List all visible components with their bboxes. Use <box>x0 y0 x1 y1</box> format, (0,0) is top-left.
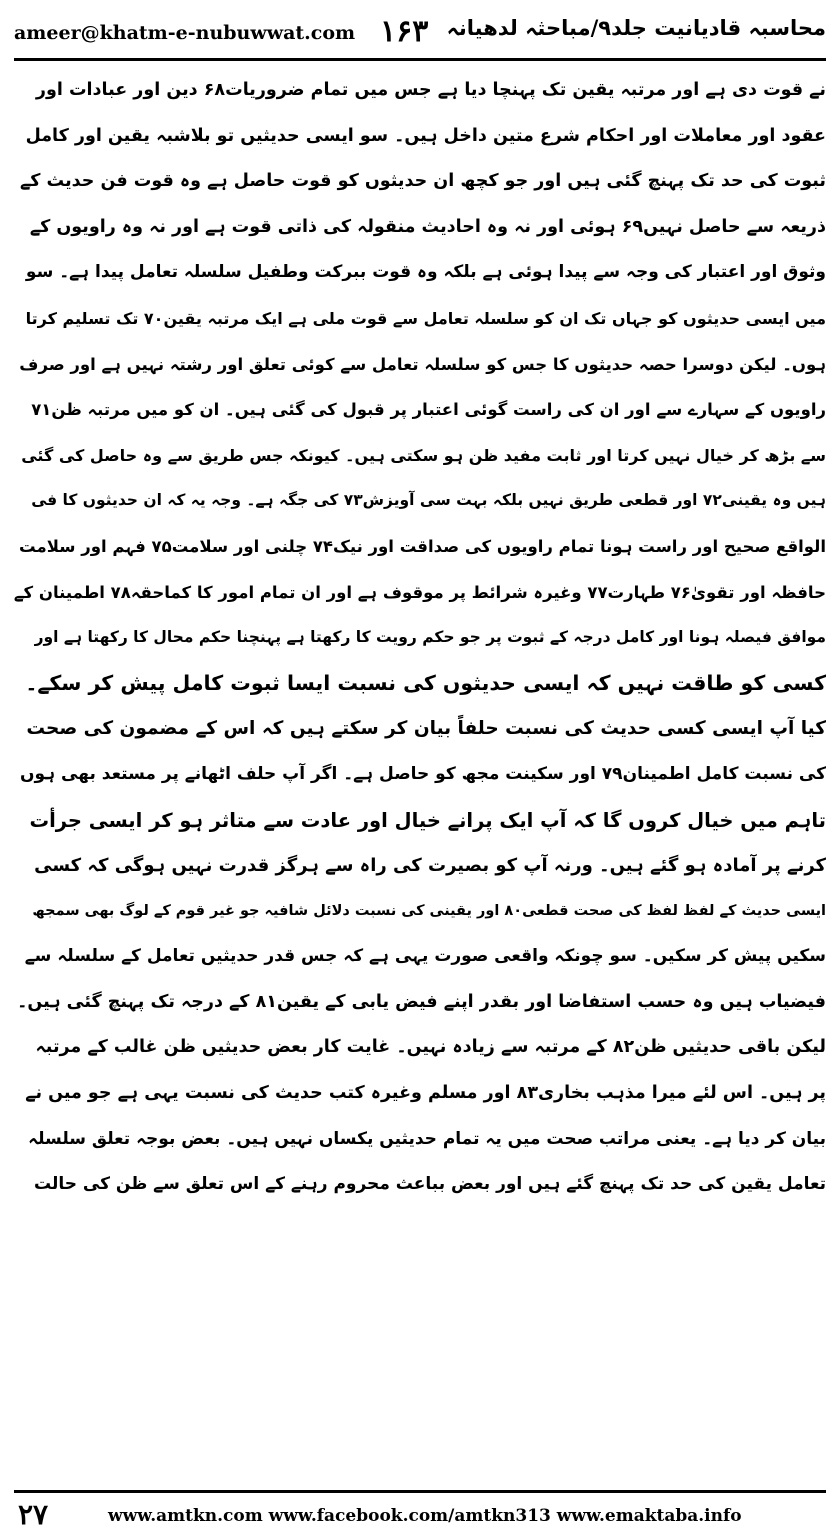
text-line: کسی کو طاقت نہیں کہ ایسی حدیثوں کی نسبت ایسا ثبوت کامل پیش کر سکے۔ <box>25 670 826 695</box>
text-line: حافظہ اور تقویٰ۷۶ طہارت۷۷ وغیرہ شرائط پر موقوف ہے اور ان تمام امور کا کماحقہ۷۸ اطمینان کے <box>14 582 826 602</box>
text-line: وثوق اور اعتبار کی وجہ سے پیدا ہوئی ہے بلکہ وہ قوت ببرکت وطفیل سلسلہ تعامل پیدا ہے۔ سو <box>25 262 826 283</box>
text-line: سکیں پیش کر سکیں۔ سو چونکہ واقعی صورت یہی ہے کہ جس قدر حدیثیں تعامل کے سلسلہ سے <box>24 946 826 967</box>
text-line: سے بڑھ کر خیال نہیں کرتا اور ثابت مفید ظن ہو سکتی ہیں۔ کیونکہ جس طریق سے وہ حاصل کی گئی <box>21 445 826 465</box>
text-line: فیضیاب ہیں وہ حسب استفاضا اور بقدر اپنے فیض یابی کے یقین۸۱ کے درجہ تک پہنچ گئی ہیں۔ <box>17 991 826 1012</box>
page-header <box>0 0 840 62</box>
footer-links: www.amtkn.com www.facebook.com/amtkn313 www.emaktaba.info <box>108 1506 742 1526</box>
header-book-title: محاسبہ قادیانیت جلد۹/مباحثہ لدھیانہ <box>446 16 826 40</box>
text-line: نے قوت دی ہے اور مرتبہ یقین تک پہنچا دیا ہے جس میں تمام ضروریات۶۸ دین اور عبادات اور <box>35 80 826 100</box>
text-line: الواقع صحیح اور راست ہونا تمام راویوں کی صداقت اور نیک۷۴ چلنی اور سلامت۷۵ فہم اور سلامت <box>19 536 826 556</box>
footer-page-number: ۲۷ <box>18 1498 49 1531</box>
header-page-number: ۱۶۳ <box>380 14 429 49</box>
text-line: پر ہیں۔ اس لئے میرا مذہب بخاری۸۳ اور مسلم وغیرہ کتب حدیث کی نسبت یہی ہے جو میں نے <box>25 1083 826 1104</box>
text-line: عقود اور معاملات اور احکام شرع متین داخل ہیں۔ سو ایسی حدیثیں تو بلاشبہ یقین اور کامل <box>25 125 826 146</box>
text-line: کرنے پر آمادہ ہو گئے ہیں۔ ورنہ آپ کو بصیرت کی راہ سے ہرگز قدرت نہیں ہوگی کہ کسی <box>34 855 826 877</box>
footer-divider <box>14 1490 826 1493</box>
text-line: ذریعہ سے حاصل نہیں۶۹ ہوئی اور نہ وہ احادیث منقولہ کی ذاتی قوت ہے اور نہ وہ راویوں کے <box>29 216 826 237</box>
body-text <box>14 68 826 1208</box>
text-line: ایسی حدیث کے لفظ لفظ کی صحت قطعی۸۰ اور یقینی کی نسبت دلائل شافیہ جو غیر قوم کے لوگ بھی سمجھ <box>32 902 826 919</box>
text-line: لیکن باقی حدیثیں ظن۸۲ کے مرتبہ سے زیادہ نہیں۔ غایت کار بعض حدیثیں ظن غالب کے مرتبہ <box>35 1037 826 1058</box>
text-line: کی نسبت کامل اطمینان۷۹ اور سکینت مجھ کو حاصل ہے۔ اگر آپ حلف اٹھانے پر مستعد بھی ہوں <box>20 763 826 784</box>
header-email: ameer@khatm-e-nubuwwat.com <box>14 22 356 44</box>
text-line: تعامل یقین کی حد تک پہنچ گئے ہیں اور بعض بباعث محروم رہنے کے اس تعلق سے ظن کی حالت <box>34 1174 826 1195</box>
text-line: کیا آپ ایسی کسی حدیث کی نسبت حلفاً بیان کر سکتے ہیں کہ اس کے مضمون کی صحت <box>26 718 826 740</box>
text-line: میں ایسی حدیثوں کو جہاں تک ان کو سلسلہ تعامل سے قوت ملی ہے ایک مرتبہ یقین۷۰ تک تسلیم کرتا <box>25 308 826 328</box>
text-line: ہیں وہ یقینی۷۲ اور قطعی طریق نہیں بلکہ بہت سی آویزش۷۳ کی جگہ ہے۔ وجہ یہ کہ ان حدیثوں کا فی <box>31 491 826 510</box>
text-line: تاہم میں خیال کروں گا کہ آپ ایک پرانے خیال اور عادت سے متاثر ہو کر ایسی جرأت <box>29 808 826 832</box>
text-line: موافق فیصلہ ہونا اور کامل درجہ کے ثبوت پر جو حکم رویت کا رکھتا ہے پہنچنا حکم محال کا رکھتا ہے اور <box>34 628 826 647</box>
header-divider <box>14 58 826 61</box>
text-line: ثبوت کی حد تک پہنچ گئی ہیں اور جو کچھ ان حدیثوں کو قوت حاصل ہے وہ قوت فن حدیث کے <box>20 171 826 192</box>
text-line: ہوں۔ لیکن دوسرا حصہ حدیثوں کا جس کو سلسلہ تعامل سے کوئی تعلق اور رشتہ نہیں ہے اور صرف <box>19 354 826 374</box>
text-line: بیان کر دیا ہے۔ یعنی مراتب صحت میں یہ تمام حدیثیں یکساں نہیں ہیں۔ بعض بوجہ تعلق سلسلہ <box>28 1128 826 1149</box>
page-footer <box>0 1486 840 1540</box>
text-line: راویوں کے سہارے سے اور ان کی راست گوئی اعتبار پر قبول کی گئی ہیں۔ ان کو میں مرتبہ ظن۷۱ <box>31 400 826 420</box>
